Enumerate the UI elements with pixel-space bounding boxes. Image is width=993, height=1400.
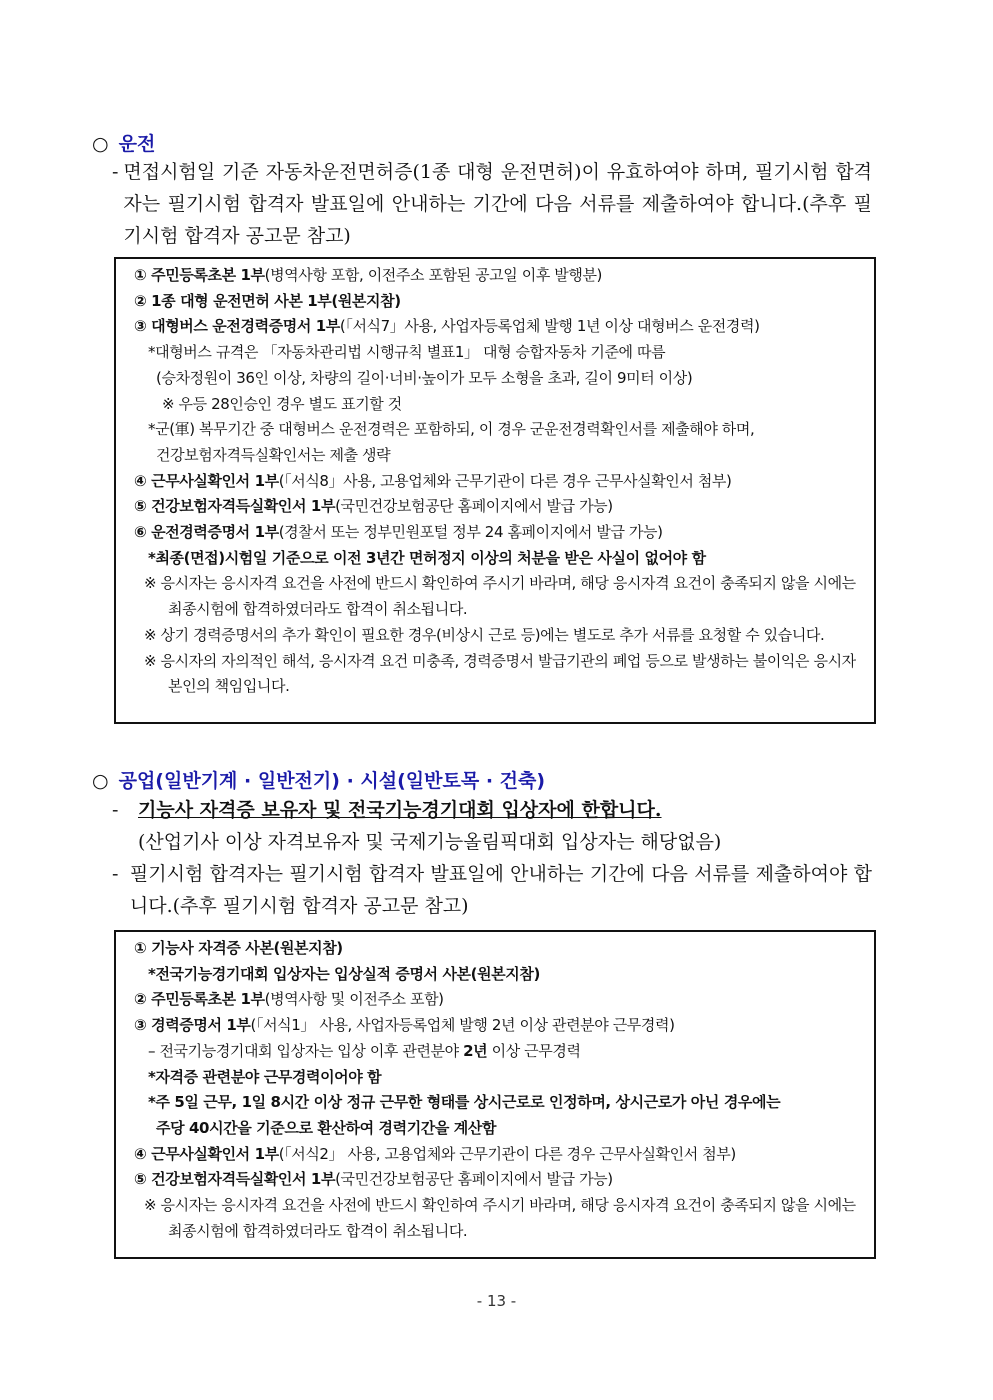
doc-item-4: ④ 근무사실확인서 1부(「서식8」사용, 고용업체와 근무기관이 다른 경우 근무사실확인서 첨부) [134, 471, 732, 490]
doc-item-3-remark: ※ 우등 28인승인 경우 별도 표기할 것 [162, 394, 402, 413]
section-2-document-box [114, 930, 876, 1259]
section-2-eligibility-text: 기능사 자격증 보유자 및 전국기능경기대회 입상자에 한합니다. [138, 799, 662, 821]
doc2-item-3-requirement: *자격증 관련분야 근무경력이어야 함 [148, 1067, 382, 1086]
page-number: - 13 - [476, 1292, 517, 1310]
doc-item-5: ⑤ 건강보험자격득실확인서 1부(국민건강보험공단 홈페이지에서 발급 가능) [134, 497, 613, 516]
section-2-paragraph [112, 858, 872, 922]
notice-1: ※ 응시자는 응시자격 요건을 사전에 반드시 확인하여 주시기 바라며, 해당 응시자격 요건이 충족되지 않을 시에는 최종시험에 합격하였더라도 합격이 취소됩니다. [144, 574, 856, 619]
section-2-paragraph-text: 필기시험 합격자는 필기시험 합격자 발표일에 안내하는 기간에 다음 서류를 제출하여야 합니다.(추후 필기시험 합격자 공고문 참고) [129, 863, 872, 917]
doc2-item-3-note: – 전국기능경기대회 입상자는 입상 이후 관련분야 2년 이상 근무경력 [148, 1041, 581, 1060]
section-1-paragraph-text: 면접시험일 기준 자동차운전면허증(1종 대형 운전면허)이 유효하여야 하며, 필기시험 합격자는 필기시험 합격자 발표일에 안내하는 기간에 다음 서류를 제출하여야 합니다.(추후 필기시험 합격자 공고문 참고) [123, 161, 872, 247]
doc2-item-3-work-rule: *주 5일 근무, 1일 8시간 이상 정규 근무한 형태를 상시근로로 인정하며, 상시근로가 아닌 경우에는 [148, 1093, 781, 1112]
section-2-title [92, 766, 545, 793]
section-2-title-text: 공업(일반기계 · 일반전기) · 시설(일반토목 · 건축) [118, 770, 546, 792]
doc2-item-4: ④ 근무사실확인서 1부(「서식2」 사용, 고용업체와 근무기관이 다른 경우 근무사실확인서 첨부) [134, 1144, 736, 1163]
doc-item-6: ⑥ 운전경력증명서 1부(경찰서 또는 정부민원포털 정부 24 홈페이지에서 발급 가능) [134, 523, 663, 542]
doc2-item-1: ① 기능사 자격증 사본(원본지참) [134, 939, 343, 957]
doc2-item-5: ⑤ 건강보험자격득실확인서 1부(국민건강보험공단 홈페이지에서 발급 가능) [134, 1170, 613, 1189]
section-1-title-text: 운전 [118, 133, 156, 155]
doc-item-6-requirement: *최종(면접)시험일 기준으로 이전 3년간 면허정지 이상의 처분을 받은 사실이 없어야 함 [148, 548, 706, 567]
section-2-eligibility [112, 794, 872, 858]
doc-item-3-note-cont: (승차정원이 36인 이상, 차량의 길이·너비·높이가 모두 소형을 초과, 길이 9미터 이상) [156, 368, 693, 387]
doc2-item-2: ② 주민등록초본 1부(병역사항 및 이전주소 포함) [134, 990, 444, 1009]
doc-item-3: ③ 대형버스 운전경력증명서 1부(「서식7」사용, 사업자등록업체 발행 1년 이상 대형버스 운전경력) [134, 317, 760, 336]
dash-marker: - [112, 863, 119, 885]
dash-marker: - [112, 799, 119, 821]
notice-4: ※ 응시자는 응시자격 요건을 사전에 반드시 확인하여 주시기 바라며, 해당 응시자격 요건이 충족되지 않을 시에는 최종시험에 합격하였더라도 합격이 취소됩니다. [144, 1196, 856, 1240]
section-1-title [92, 129, 155, 156]
doc2-item-3: ③ 경력증명서 1부(「서식1」 사용, 사업자등록업체 발행 2년 이상 관련분야 근무경력) [134, 1016, 675, 1035]
doc2-item-3-work-rule-cont: 주당 40시간을 기준으로 환산하여 경력기간을 계산함 [156, 1118, 497, 1137]
notice-2: ※ 상기 경력증명서의 추가 확인이 필요한 경우(비상시 근로 등)에는 별도로 추가 서류를 요청할 수 있습니다. [144, 625, 825, 644]
doc-item-1: ① 주민등록초본 1부(병역사항 포함, 이전주소 포함된 공고일 이후 발행분) [134, 266, 602, 284]
section-1-document-box [114, 257, 876, 724]
doc2-item-1-note: *전국기능경기대회 입상자는 입상실적 증명서 사본(원본지참) [148, 964, 540, 983]
doc-item-3-note: *대형버스 규격은 「자동차관리법 시행규칙 별표1」 대형 승합자동차 기준에 따름 [148, 343, 666, 362]
dash-marker: - [112, 161, 119, 183]
notice-3: ※ 응시자의 자의적인 해석, 응시자격 요건 미충족, 경력증명서 발급기관의 폐업 등으로 발생하는 불이익은 응시자 본인의 책임입니다. [144, 651, 856, 696]
circle-bullet-icon: ○ [92, 770, 109, 792]
circle-bullet-icon: ○ [92, 133, 109, 155]
section-1-paragraph [112, 156, 872, 252]
doc-item-3-military-note: *군(軍) 복무기간 중 대형버스 운전경력은 포함하되, 이 경우 군운전경력확인서를 제출해야 하며, [148, 420, 755, 439]
section-2-eligibility-exception: (산업기사 이상 자격보유자 및 국제기능올림픽대회 입상자는 해당없음) [138, 831, 722, 853]
doc-item-3-military-note-cont: 건강보험자격득실확인서는 제출 생략 [156, 445, 391, 464]
doc-item-2: ② 1종 대형 운전면허 사본 1부(원본지참) [134, 291, 401, 310]
